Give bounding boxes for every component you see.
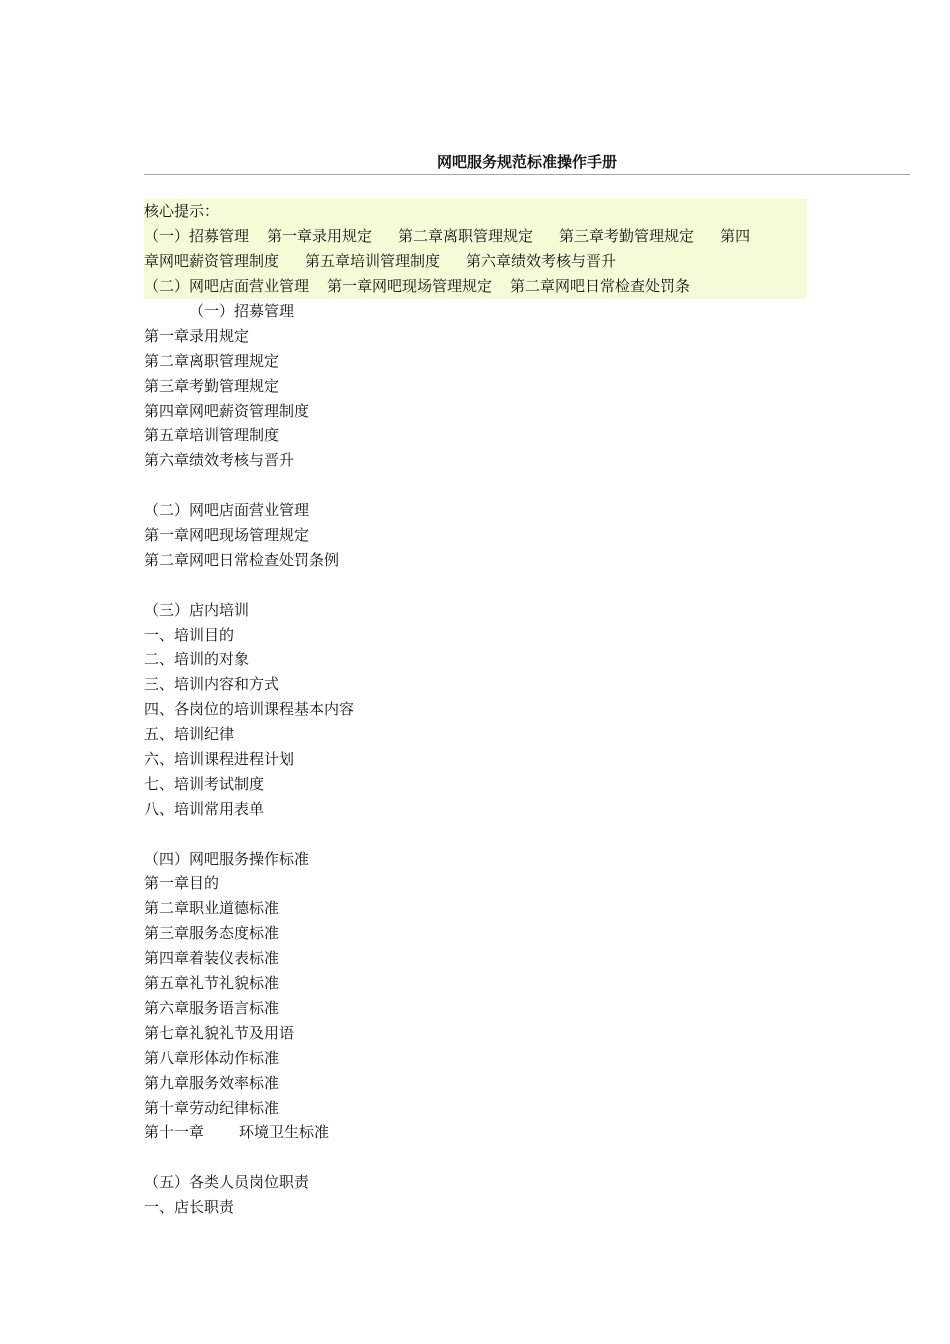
summary-line-1: （一）招募管理 第一章录用规定 第二章离职管理规定 第三章考勤管理规定 第四 [144, 227, 751, 245]
section-heading: （三）店内培训 [144, 600, 250, 619]
list-item: 五、培训纪律 [144, 725, 235, 744]
list-item: 第十章劳动纪律标准 [144, 1098, 280, 1117]
core-summary-box [144, 199, 807, 299]
list-item: 第二章网吧日常检查处罚条例 [144, 550, 340, 569]
list-item: 第一章网吧现场管理规定 [144, 526, 310, 545]
spacer [144, 573, 844, 598]
section-heading: （一）招募管理 [189, 302, 295, 320]
summary-line-3: （二）网吧店面营业管理 第一章网吧现场管理规定 第二章网吧日常检查处罚条 [144, 277, 691, 295]
spacer [144, 822, 844, 847]
spacer [144, 473, 844, 498]
list-item: 第四章着装仪表标准 [144, 949, 280, 968]
summary-line-2: 章网吧薪资管理制度 第五章培训管理制度 第六章绩效考核与晋升 [144, 252, 617, 270]
list-item: 一、店长职责 [144, 1198, 235, 1217]
list-item: 八、培训常用表单 [144, 799, 265, 818]
list-item: 第十一章 环境卫生标准 [144, 1123, 330, 1142]
list-item: 第五章礼节礼貌标准 [144, 974, 280, 993]
list-item: 第二章离职管理规定 [144, 351, 280, 370]
list-item: 第六章服务语言标准 [144, 998, 280, 1017]
list-item: 第九章服务效率标准 [144, 1073, 280, 1092]
list-item: 六、培训课程进程计划 [144, 750, 295, 769]
section-heading: （二）网吧店面营业管理 [144, 501, 310, 520]
list-item: 二、培训的对象 [144, 650, 250, 669]
list-item: 七、培训考试制度 [144, 774, 265, 793]
list-item: 第一章目的 [144, 874, 220, 893]
list-item: 一、培训目的 [144, 625, 235, 644]
section-heading: （五）各类人员岗位职责 [144, 1173, 310, 1192]
summary-label: 核心提示： [144, 202, 220, 220]
list-item: 第三章服务态度标准 [144, 924, 280, 943]
spacer [144, 1145, 844, 1170]
list-item: 第八章形体动作标准 [144, 1048, 280, 1067]
list-item: 第三章考勤管理规定 [144, 376, 280, 395]
title-divider [144, 174, 910, 175]
list-item: 第六章绩效考核与晋升 [144, 451, 295, 470]
table-of-contents [144, 299, 844, 1220]
list-item: 第一章录用规定 [144, 326, 250, 345]
list-item: 三、培训内容和方式 [144, 675, 280, 694]
list-item: 第七章礼貌礼节及用语 [144, 1023, 295, 1042]
list-item: 第四章网吧薪资管理制度 [144, 401, 310, 420]
document-title: 网吧服务规范标准操作手册 [436, 153, 617, 171]
list-item: 第二章职业道德标准 [144, 899, 280, 918]
list-item: 第五章培训管理制度 [144, 426, 280, 445]
list-item: 四、各岗位的培训课程基本内容 [144, 700, 355, 719]
section-heading: （四）网吧服务操作标准 [144, 849, 310, 868]
